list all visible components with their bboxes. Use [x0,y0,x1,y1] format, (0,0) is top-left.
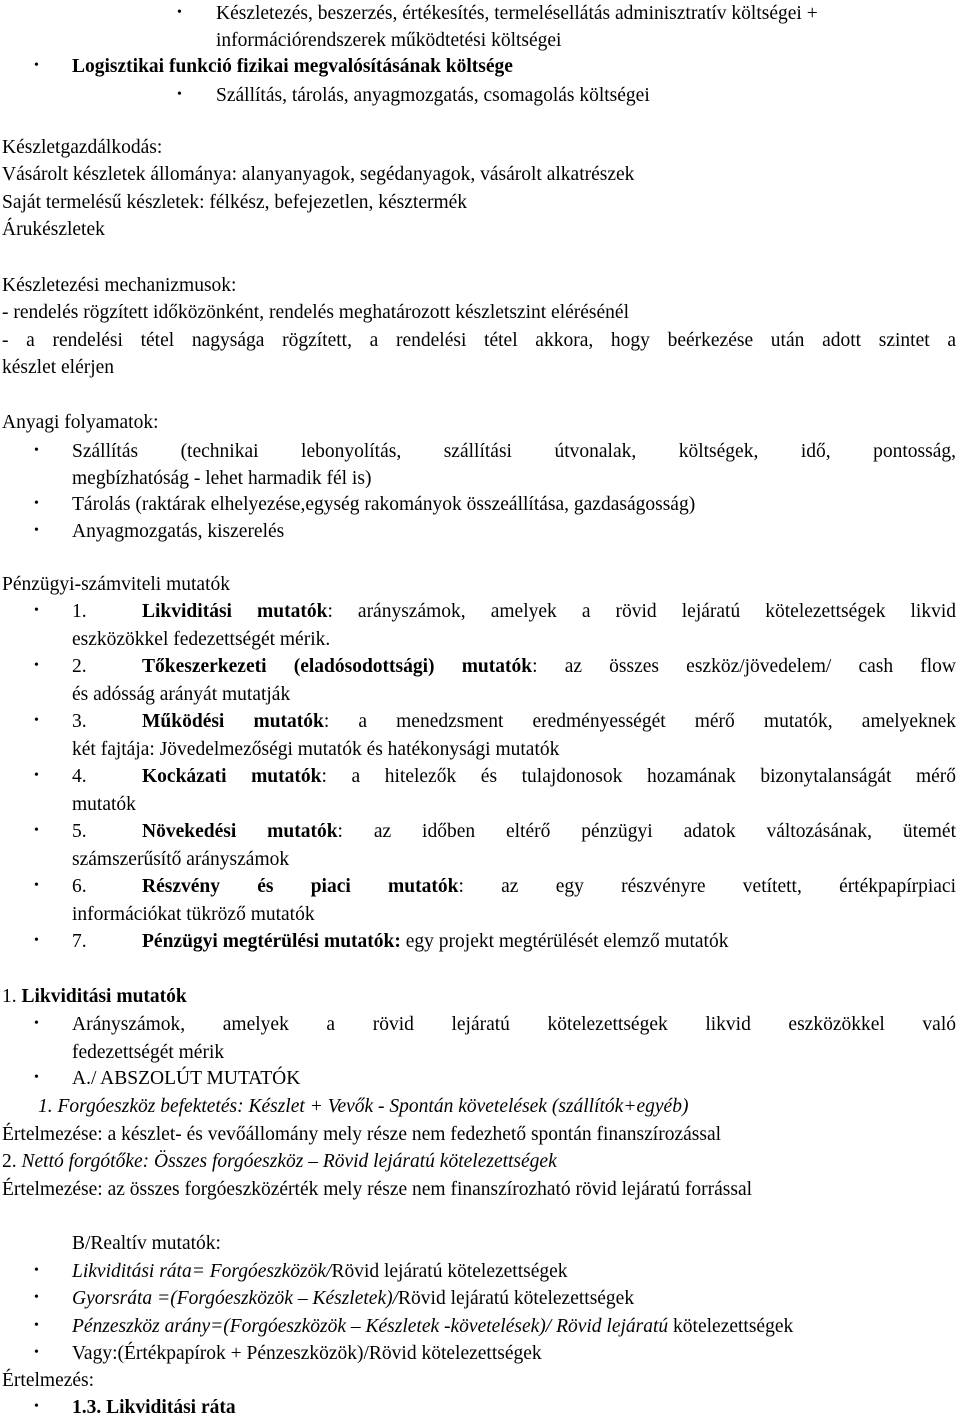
absolute-indicators: A./ ABSZOLÚT MUTATÓK [72,1068,301,1089]
formula-1: 1. Forgóeszköz befektetés: Készlet + Vevők - Spontán követelések (szállítók+egyéb) [38,1096,689,1117]
inventory-line-3: Árukészletek [2,219,105,240]
cost-line-2: információrendszerek működtetési költségei [216,30,562,51]
bullet-icon: • [34,496,39,511]
financial-item-2: Tőkeszerkezeti (eladósodottsági) mutatók: az összes eszköz/jövedelem/ cash flow [142,656,956,677]
financial-item-4: Kockázati mutatók: a hitelezők és tulajdonosok hozamának bizonytalanságát mérő [142,766,957,787]
bullet-icon: • [34,658,39,673]
relative-item-2: Gyorsráta =(Forgóeszközök – Készletek)/Rövid lejáratú kötelezettségek [72,1288,635,1309]
interpretation-1: Értelmezése: a készlet- és vevőállomány mely része nem fedezhető spontán finanszírozással [2,1124,722,1145]
financial-item-num: 5. [72,821,87,842]
financial-item-1: Likviditási mutatók: arányszámok, amelyek a rövid lejáratú kötelezettségek likvid [142,601,957,622]
relative-heading: B/Realtív mutatók: [72,1233,221,1254]
financial-item-3-cont: két fajtája: Jövedelmezőségi mutatók és hatékonysági mutatók [72,739,560,760]
relative-item-1: Likviditási ráta= Forgóeszközök/Rövid lejáratú kötelezettségek [72,1261,568,1282]
bullet-icon: • [177,5,182,20]
bullet-icon: • [34,1290,39,1305]
bullet-icon: • [34,58,39,73]
financial-item-7: Pénzügyi megtérülési mutatók: egy projekt megtérülését elemző mutatók [142,931,729,952]
liquidity-ratio-heading: 1.3. Likviditási ráta [72,1397,236,1418]
liquidity-item-1: Arányszámok, amelyek a rövid lejáratú kötelezettségek likvid eszközökkel való [72,1014,956,1035]
mechanism-line-1: - rendelés rögzített időközönként, rendelés meghatározott készletszint elérésénél [2,302,629,323]
bullet-icon: • [34,443,39,458]
mechanism-line-2: - a rendelési tétel nagysága rögzített, a rendelési tétel akkora, hogy beérkezése után adott szintet a [2,330,956,351]
bullet-icon: • [34,933,39,948]
mechanism-heading: Készletezési mechanizmusok: [2,275,237,296]
financial-item-num: 1. [72,601,87,622]
financial-item-num: 4. [72,766,87,787]
logistics-cost-line: Szállítás, tárolás, anyagmozgatás, csomagolás költségei [216,85,650,106]
inventory-line-2: Saját termelésű készletek: félkész, befejezetlen, késztermék [2,192,468,213]
material-item-2: Tárolás (raktárak elhelyezése,egység rakományok összeállítása, gazdaságosság) [72,494,696,515]
material-item-3: Anyagmozgatás, kiszerelés [72,521,285,542]
bullet-icon: • [34,823,39,838]
bullet-icon: • [34,1263,39,1278]
financial-item-4-cont: mutatók [72,794,136,815]
financial-heading: Pénzügyi-számviteli mutatók [2,574,230,595]
relative-item-4: Vagy:(Értékpapírok + Pénzeszközök)/Rövid kötelezettségek [72,1343,542,1364]
financial-item-1-cont: eszközökkel fedezettségét mérik. [72,629,331,650]
financial-item-num: 2. [72,656,87,677]
bullet-icon: • [34,1345,39,1360]
bullet-icon: • [34,1399,39,1414]
financial-item-3: Működési mutatók: a menedzsment eredményességét mérő mutatók, amelyeknek [142,711,956,732]
liquidity-heading: 1. Likviditási mutatók [2,986,187,1007]
liquidity-item-1-cont: fedezettségét mérik [72,1042,225,1063]
financial-item-6-cont: információkat tükröző mutatók [72,904,315,925]
bullet-icon: • [177,87,182,102]
material-heading: Anyagi folyamatok: [2,412,159,433]
financial-item-5-cont: számszerűsítő arányszámok [72,849,290,870]
material-item-1-cont: megbízhatóság - lehet harmadik fél is) [72,468,372,489]
bullet-icon: • [34,1016,39,1031]
formula-2: 2. Nettó forgótőke: Összes forgóeszköz – Rövid lejáratú kötelezettségek [2,1151,557,1172]
financial-item-6: Részvény és piaci mutatók: az egy részvényre vetített, értékpapírpiaci [142,876,957,897]
financial-item-num: 6. [72,876,87,897]
interpretation-label: Értelmezés: [2,1370,95,1391]
financial-item-5: Növekedési mutatók: az időben eltérő pénzügyi adatok változásának, ütemét [142,821,956,842]
bullet-icon: • [34,1070,39,1085]
bullet-icon: • [34,878,39,893]
logistics-heading: Logisztikai funkció fizikai megvalósításának költsége [72,56,513,77]
inventory-heading: Készletgazdálkodás: [2,137,163,158]
bullet-icon: • [34,768,39,783]
bullet-icon: • [34,523,39,538]
bullet-icon: • [34,603,39,618]
bullet-icon: • [34,713,39,728]
financial-item-2-cont: és adósság arányát mutatják [72,684,291,705]
inventory-line-1: Vásárolt készletek állománya: alanyanyagok, segédanyagok, vásárolt alkatrészek [2,164,635,185]
relative-item-3: Pénzeszköz arány=(Forgóeszközök – Készletek -követelések)/ Rövid lejáratú kötelezettségek [72,1316,794,1337]
financial-item-num: 3. [72,711,87,732]
material-item-1: Szállítás (technikai lebonyolítás, szállítási útvonalak, költségek, idő, pontosság, [72,441,956,462]
cost-line-1: Készletezés, beszerzés, értékesítés, termelésellátás adminisztratív költségei + [216,3,818,24]
financial-item-num: 7. [72,931,87,952]
mechanism-line-3: készlet elérjen [2,357,115,378]
bullet-icon: • [34,1318,39,1333]
interpretation-2: Értelmezése: az összes forgóeszközérték mely része nem finanszírozható rövid lejáratú forrással [2,1179,753,1200]
